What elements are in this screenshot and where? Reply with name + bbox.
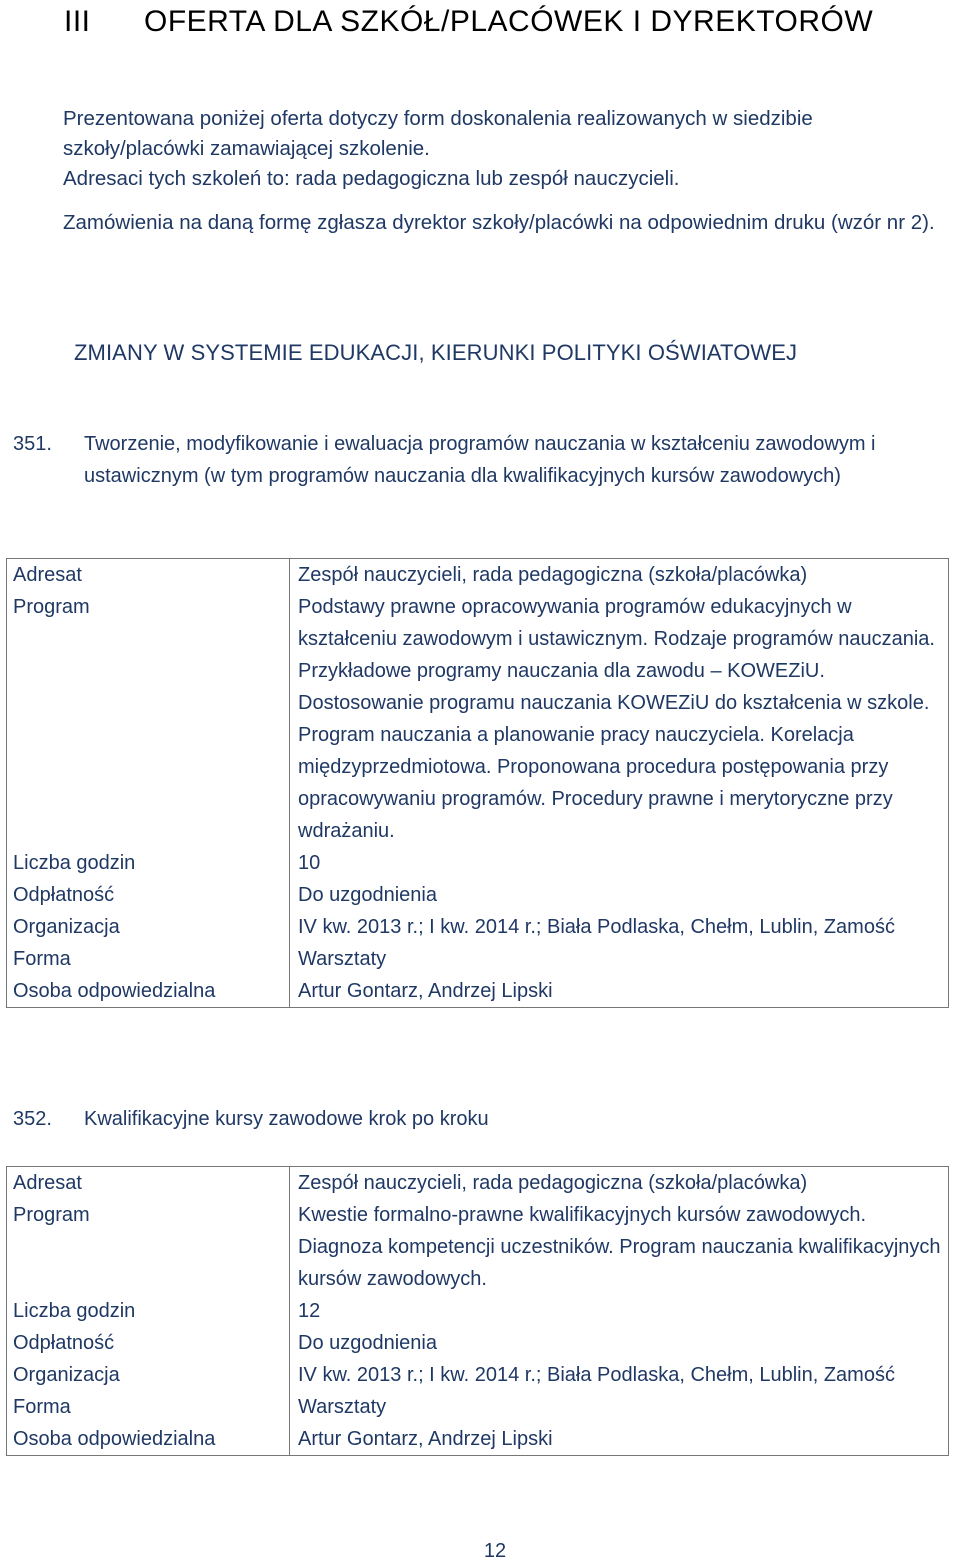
intro-paragraph: Zamówienia na daną formę zgłasza dyrektor szkoły/placówki na odpowiednim druku (wzór nr 2). (63, 211, 935, 234)
item-heading (13, 1103, 943, 1135)
row-value: Warsztaty (298, 948, 387, 970)
intro-text (63, 104, 958, 238)
table-row (7, 1199, 949, 1295)
table-row (7, 1423, 949, 1456)
table-row (7, 1167, 949, 1200)
row-value: Do uzgodnienia (298, 884, 437, 906)
row-value: Zespół nauczycieli, rada pedagogiczna (szkoła/placówka) (298, 564, 808, 586)
item-details-table (6, 558, 949, 1008)
table-row (7, 1327, 949, 1359)
row-value: Do uzgodnienia (298, 1332, 437, 1354)
table-row (7, 879, 949, 911)
table-row (7, 975, 949, 1008)
row-label: Osoba odpowiedzialna (7, 1423, 290, 1456)
item-title: Tworzenie, modyfikowanie i ewaluacja programów nauczania w kształceniu zawodowym i ustawicznym (w tym programów nauczania dla kwalifikacyjnych kursów zawodowych) (84, 433, 876, 487)
table-row (7, 1391, 949, 1423)
row-value: Warsztaty (298, 1396, 387, 1418)
intro-paragraph: Prezentowana poniżej oferta dotyczy form doskonalenia realizowanych w siedzibie szkoły/placówki zamawiającej szkolenie. (63, 107, 813, 160)
row-value: Zespół nauczycieli, rada pedagogiczna (szkoła/placówka) (298, 1172, 808, 1194)
row-label: Liczba godzin (7, 847, 290, 879)
row-label: Odpłatność (7, 1327, 290, 1359)
row-value: 10 (298, 852, 321, 874)
row-label: Forma (7, 943, 290, 975)
item-details-table (6, 1166, 949, 1456)
page-number: 12 (483, 1540, 507, 1562)
item-number: 352. (13, 1108, 52, 1130)
row-value: IV kw. 2013 r.; I kw. 2014 r.; Biała Podlaska, Chełm, Lublin, Zamość (298, 916, 895, 938)
table-row (7, 559, 949, 592)
table-row (7, 943, 949, 975)
row-label: Odpłatność (7, 879, 290, 911)
row-label: Program (7, 591, 290, 847)
table-row (7, 591, 949, 847)
row-label: Organizacja (7, 911, 290, 943)
chapter-heading (64, 0, 873, 44)
row-label: Forma (7, 1391, 290, 1423)
table-row (7, 847, 949, 879)
row-label: Liczba godzin (7, 1295, 290, 1327)
row-label: Osoba odpowiedzialna (7, 975, 290, 1008)
intro-paragraph: Adresaci tych szkoleń to: rada pedagogiczna lub zespół nauczycieli. (63, 167, 680, 190)
row-label: Adresat (7, 559, 290, 592)
table-row (7, 1295, 949, 1327)
table-row (7, 1359, 949, 1391)
row-value: IV kw. 2013 r.; I kw. 2014 r.; Biała Podlaska, Chełm, Lublin, Zamość (298, 1364, 895, 1386)
row-label: Organizacja (7, 1359, 290, 1391)
item-heading (13, 428, 943, 492)
item-number: 351. (13, 433, 52, 455)
row-value: Podstawy prawne opracowywania programów edukacyjnych w kształceniu zawodowym i ustawicznym. Rodzaje programów nauczania. Przykładowe programy nauczania dla zawodu – KOWEZiU. Dostosowanie programu nauczania KOWEZiU do kształcenia w szkole. Program nauczania a planowanie pracy nauczyciela. Korelacja międzyprzedmiotowa. Proponowana procedura postępowania przy opracowywaniu programów. Procedury prawne i merytoryczne przy wdrażaniu. (298, 596, 935, 842)
chapter-number: III (64, 5, 91, 38)
row-label: Adresat (7, 1167, 290, 1200)
item-title: Kwalifikacyjne kursy zawodowe krok po kroku (84, 1108, 489, 1130)
row-label: Program (7, 1199, 290, 1295)
row-value: Artur Gontarz, Andrzej Lipski (298, 1428, 553, 1450)
section-title: ZMIANY W SYSTEMIE EDUKACJI, KIERUNKI POLITYKI OŚWIATOWEJ (74, 340, 798, 365)
row-value: Kwestie formalno-prawne kwalifikacyjnych kursów zawodowych. Diagnoza kompetencji uczestników. Program nauczania kwalifikacyjnych kursów zawodowych. (298, 1204, 941, 1290)
chapter-title: OFERTA DLA SZKÓŁ/PLACÓWEK I DYREKTORÓW (144, 5, 874, 38)
row-value: Artur Gontarz, Andrzej Lipski (298, 980, 553, 1002)
row-value: 12 (298, 1300, 321, 1322)
table-row (7, 911, 949, 943)
